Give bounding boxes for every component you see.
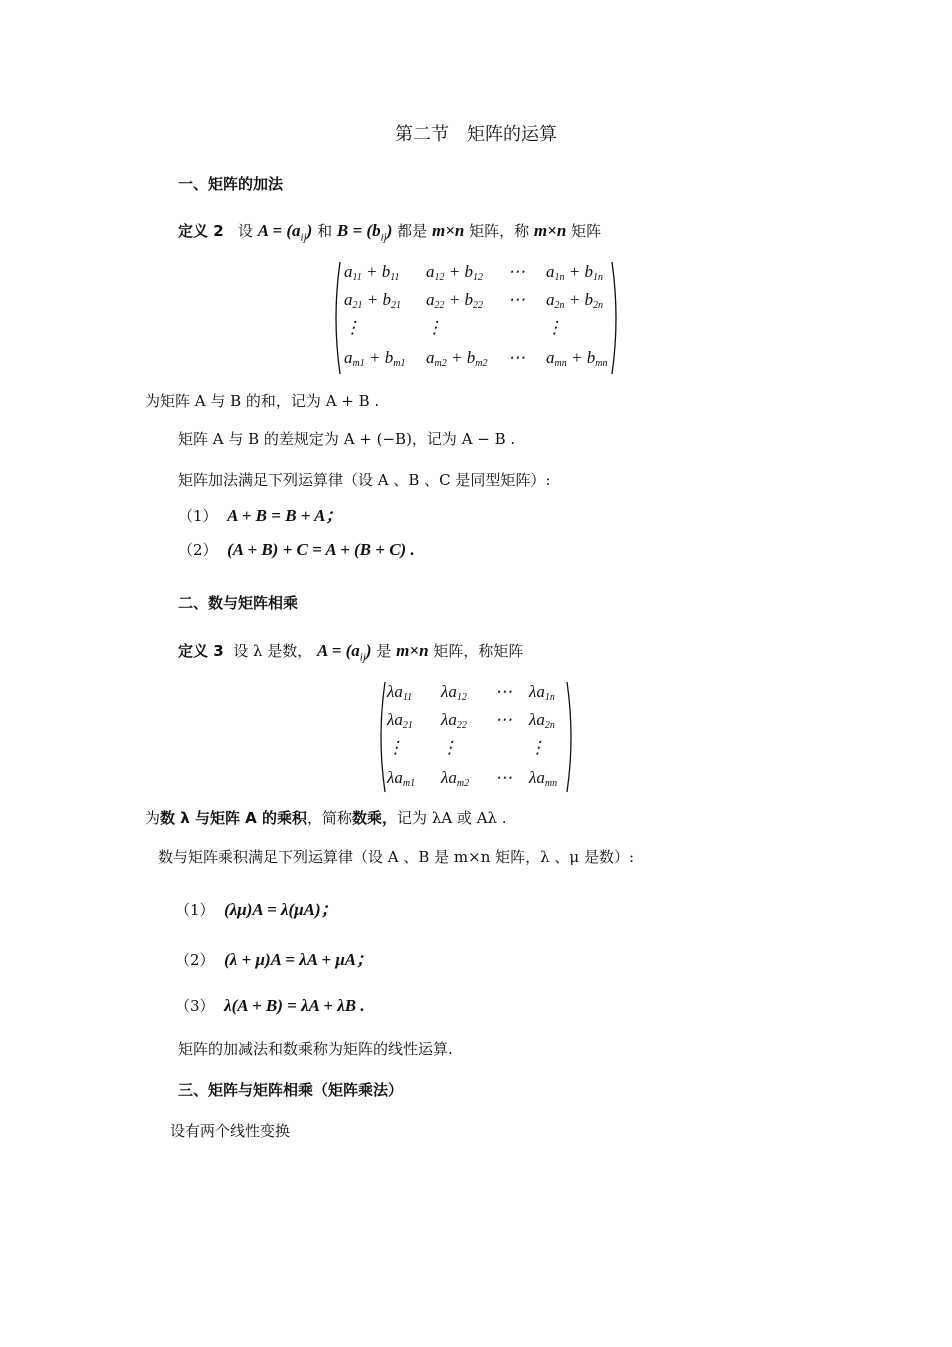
page-title: 第二节 矩阵的运算 <box>395 124 557 145</box>
section-heading-matrix-addition: 一、矩阵的加法 <box>178 175 284 193</box>
matrix-cell: $\lambda a_{m1}$ <box>387 768 416 789</box>
matrix-cell: $a_{2n} + b_{2n}$ <box>546 290 603 311</box>
scalar-product-matrix <box>375 680 577 794</box>
law-formula: (λ + μ)A = λA + μA； <box>224 950 374 969</box>
matrix-cell: $a_{11} + b_{11}$ <box>344 262 400 283</box>
scalar-law-3 <box>175 995 365 1016</box>
def-text: 都是 <box>397 222 428 240</box>
definition-label: 定义 2 <box>178 222 224 240</box>
def-matrix-a: $A = (a_{ij})$ <box>317 641 372 664</box>
matrix-cell: $a_{m2} + b_{m2}$ <box>426 348 488 369</box>
law-formula: A + B = B + A； <box>227 506 343 525</box>
matrix-cell: $a_{22} + b_{22}$ <box>426 290 483 311</box>
addition-law-1 <box>178 501 342 526</box>
law-number: （2） <box>178 541 218 559</box>
law-formula: (λμ)A = λ(μA)； <box>224 900 338 919</box>
matrix-cell: ⋮ <box>529 738 546 757</box>
scalar-product-definition-line: 为数 λ 与矩阵 A 的乘积，简称数乘，记为 λA 或 Aλ . <box>145 809 507 827</box>
matrix-cell: ⋯ <box>495 710 512 729</box>
section-heading-matrix-multiplication: 三、矩阵与矩阵相乘（矩阵乘法） <box>178 1081 404 1099</box>
matrix-cell: ⋮ <box>387 738 404 757</box>
law-formula: λ(A + B) = λA + λB . <box>224 996 365 1015</box>
scalar-law-2 <box>175 945 373 970</box>
law-number: （3） <box>175 997 215 1015</box>
def-dimension: m×n <box>533 221 567 240</box>
linear-transform-intro: 设有两个线性变换 <box>170 1122 291 1140</box>
matrix-cell: $\lambda a_{11}$ <box>387 682 413 703</box>
scalar-law-1 <box>175 895 338 920</box>
def-text: 设 λ 是数， <box>233 642 313 660</box>
matrix-cell: ⋯ <box>508 262 525 281</box>
matrix-cell: $a_{mn} + b_{mn}$ <box>546 348 608 369</box>
right-paren-icon <box>565 680 577 794</box>
def-text: 矩阵，称矩阵 <box>433 642 524 660</box>
matrix-cell: ⋮ <box>546 318 563 337</box>
right-paren-icon <box>610 260 622 376</box>
bold-term: 数乘， <box>352 809 398 827</box>
def-dimension: m×n <box>431 221 465 240</box>
addition-law-2 <box>178 539 415 560</box>
bold-term: 数 λ 与矩阵 A 的乘积 <box>160 809 308 827</box>
matrix-cell: ⋮ <box>344 318 361 337</box>
matrix-cell: $\lambda a_{12}$ <box>441 682 467 703</box>
matrix-cell: ⋯ <box>508 348 525 367</box>
left-paren-icon <box>375 680 387 794</box>
law-number: （1） <box>178 507 218 525</box>
matrix-cell: $\lambda a_{1n}$ <box>529 682 555 703</box>
matrix-cell: $a_{12} + b_{12}$ <box>426 262 483 283</box>
matrix-cell: $\lambda a_{21}$ <box>387 710 413 731</box>
matrix-cell: $\lambda a_{m2}$ <box>441 768 470 789</box>
def-text: 矩阵，称 <box>469 222 530 240</box>
definition-2 <box>178 220 601 243</box>
matrix-cell: $\lambda a_{22}$ <box>441 710 467 731</box>
linear-operations-note: 矩阵的加减法和数乘称为矩阵的线性运算. <box>178 1040 453 1058</box>
scalar-laws-intro: 数与矩阵乘积满足下列运算律（设 A 、B 是 m×n 矩阵，λ 、μ 是数）: <box>158 848 634 866</box>
matrix-cell: ⋯ <box>508 290 525 309</box>
matrix-cell: ⋮ <box>426 318 443 337</box>
sum-matrix <box>330 260 622 376</box>
definition-label: 定义 3 <box>178 642 224 660</box>
matrix-cell: ⋯ <box>495 682 512 701</box>
addition-laws-intro: 矩阵加法满足下列运算律（设 A 、B 、C 是同型矩阵）: <box>178 471 551 489</box>
left-paren-icon <box>330 260 342 376</box>
def-text: 和 <box>317 222 333 240</box>
matrix-cell: ⋮ <box>441 738 458 757</box>
law-number: （1） <box>175 901 215 919</box>
matrix-cell: $a_{1n} + b_{1n}$ <box>546 262 603 283</box>
section-heading-scalar-multiplication: 二、数与矩阵相乘 <box>178 594 299 612</box>
definition-3 <box>178 640 523 663</box>
matrix-cell: $\lambda a_{mn}$ <box>529 768 558 789</box>
difference-definition-line: 矩阵 A 与 B 的差规定为 A + (−B)，记为 A − B . <box>178 430 516 448</box>
def-text: 设 <box>237 222 253 240</box>
matrix-cell: $a_{21} + b_{21}$ <box>344 290 401 311</box>
matrix-cell: ⋯ <box>495 768 512 787</box>
def-text: 矩阵 <box>571 222 602 240</box>
law-formula: (A + B) + C = A + (B + C) . <box>227 540 415 559</box>
def-dimension: m×n <box>396 641 429 660</box>
matrix-cell: $a_{m1} + b_{m1}$ <box>344 348 406 369</box>
def-text: 是 <box>376 642 392 660</box>
matrix-cell: $\lambda a_{2n}$ <box>529 710 555 731</box>
law-number: （2） <box>175 951 215 969</box>
def-matrix-a: $A = (a_{ij})$ <box>257 221 313 244</box>
sum-definition-line: 为矩阵 A 与 B 的和，记为 A + B . <box>145 392 380 410</box>
def-matrix-b: $B = (b_{ij})$ <box>336 221 393 244</box>
